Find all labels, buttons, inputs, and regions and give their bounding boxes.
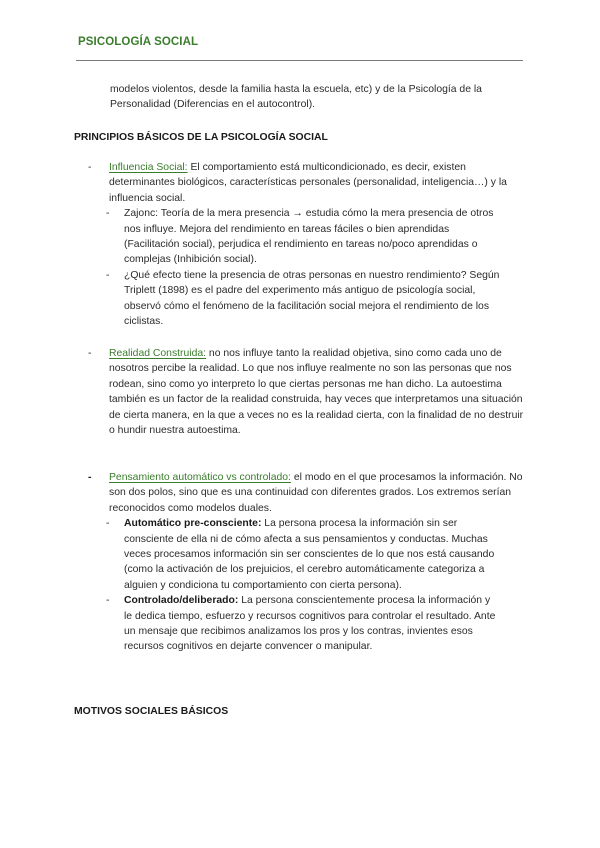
- item-text: el modo en el que procesamos la información. No son dos polos, sino que es una continuidad con diferentes grados. Los extremos serían reconocidos como modelos duales.: [109, 472, 523, 514]
- section-heading-principios: PRINCIPIOS BÁSICOS DE LA PSICOLOGÍA SOCIAL: [74, 132, 328, 143]
- bullet-dash: -: [88, 162, 92, 173]
- subitem-text: La persona conscientemente procesa la información y le dedica tiempo, esfuerzo y recursos cognitivos para controlar el resultado. Ante un mensaje que recibimos analizamos los pros y los contras, invientes esos recursos cognitivos en dejarte convencer o manipular.: [124, 595, 496, 653]
- subitem-triplett: [106, 268, 501, 330]
- term-influencia-social: Influencia Social:: [109, 162, 188, 173]
- bullet-dash: -: [88, 472, 92, 483]
- list-item-realidad-construida: [88, 346, 524, 438]
- term-pensamiento: Pensamiento automático vs controlado:: [109, 472, 291, 483]
- list-item-pensamiento: [88, 470, 524, 655]
- continuation-paragraph: modelos violentos, desde la familia hasta la escuela, etc) y de la Psicología de la Personalidad (Diferencias en el autocontrol).: [110, 84, 482, 111]
- subitem-zajonc: [106, 206, 501, 268]
- item-text: El comportamiento está multicondicionado, es decir, existen determinantes biológicos, características personales (personalidad, inteligencia…) y la influencia social.: [109, 162, 507, 204]
- list-item-influencia-social: [88, 160, 524, 329]
- bullet-dash: -: [106, 208, 110, 220]
- subitem-text: Zajonc: Teoría de la mera presencia → estudia cómo la mera presencia de otros nos influye. Mejora del rendimiento en tareas fáciles o bien aprendidas (Facilitación social), perjudica el rendimiento en tareas no/poco aprendidas o complejas (Inhibición social).: [124, 208, 494, 266]
- section-heading-motivos: MOTIVOS SOCIALES BÁSICOS: [74, 706, 229, 717]
- subitem-controlado: [106, 593, 501, 655]
- subitem-text: ¿Qué efecto tiene la presencia de otras personas en nuestro rendimiento? Según Triplett (1898) es el padre del experimento más antiguo de psicología social, observó cómo el fenómeno de la facilitación social mejora el rendimiento de los ciclistas.: [124, 269, 500, 328]
- header-divider: [76, 60, 523, 61]
- bullet-dash: -: [106, 518, 110, 530]
- bullet-dash: -: [106, 269, 110, 281]
- header-title: PSICOLOGÍA SOCIAL: [78, 36, 199, 48]
- subitem-text: La persona procesa la información sin ser consciente de ella ni de cómo afecta a sus pensamientos y conductas. Muchas veces procesamos información sin ser conscientes de lo que nos está causando (como la activación de los prejuicios, el cerebro automáticamente categoriza a alguien y condiciona tu comportamiento con cierta persona).: [124, 518, 495, 591]
- item-text: no nos influye tanto la realidad objetiva, sino como cada uno de nosotros percibe la realidad. Lo que nos influye realmente no son las personas que nos rodean, sino como yo interpreto lo que ciertas personas me han dicho. La autoestima también es un factor de la realidad construida, hay veces que interpretamos una situación de cierta manera, en la que a veces no es la realidad cierta, con la finalidad de no destruir o hundir nuestra autoestima.: [109, 348, 524, 437]
- bullet-dash: -: [88, 348, 92, 359]
- term-realidad-construida: Realidad Construida:: [109, 348, 207, 359]
- bullet-dash: -: [106, 595, 110, 607]
- subitem-label: Controlado/deliberado:: [124, 595, 239, 607]
- subitem-automatico: [106, 516, 501, 593]
- subitem-label: Automático pre-consciente:: [124, 518, 262, 530]
